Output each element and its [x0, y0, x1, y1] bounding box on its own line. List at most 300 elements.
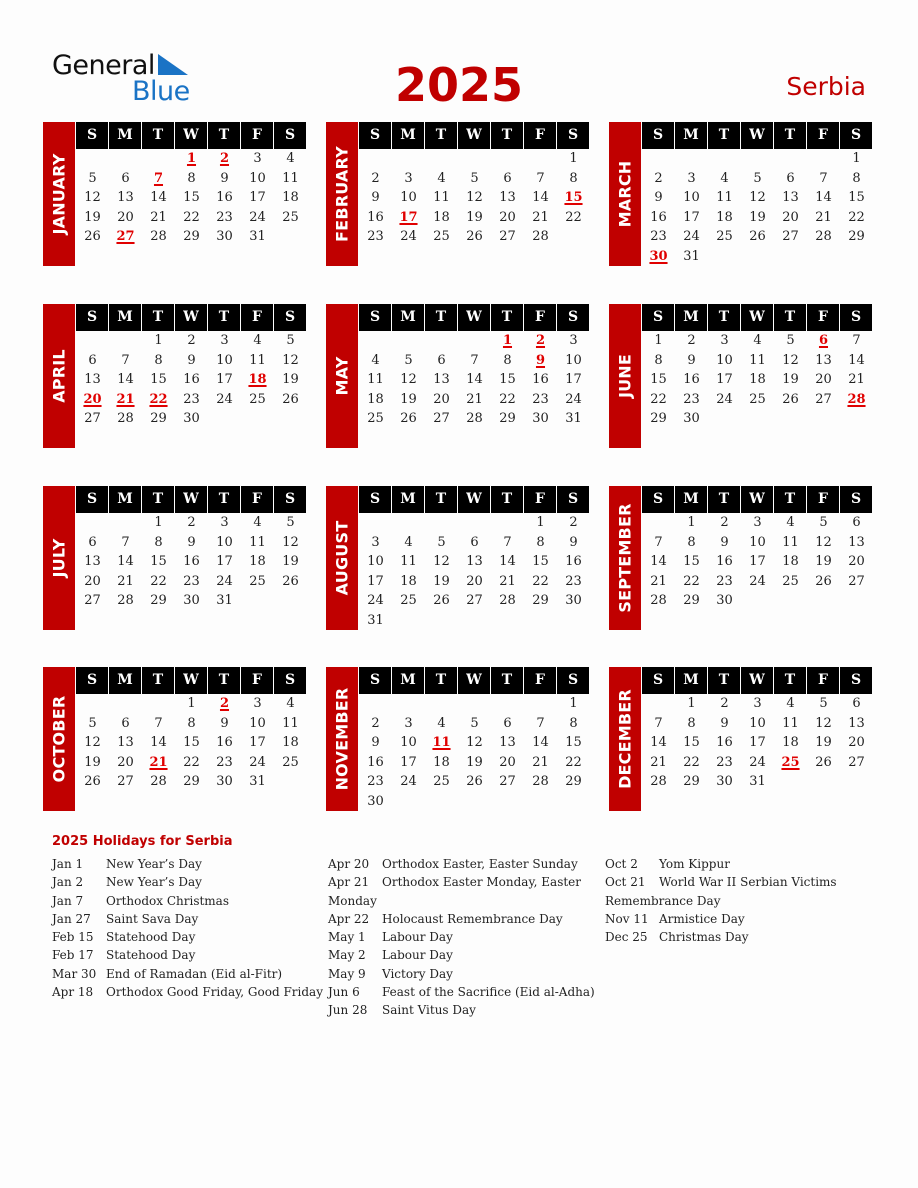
month-name: NOVEMBER [332, 687, 352, 791]
weekday-header-row [76, 304, 308, 331]
day-cell: 27 [84, 411, 101, 426]
day-cell: 7 [654, 534, 663, 550]
day-cell: 9 [687, 352, 696, 368]
weekday-header: T [491, 122, 523, 149]
day-cell: 22 [150, 573, 167, 589]
day-cell: 8 [852, 170, 861, 186]
day-cell: 13 [117, 735, 134, 750]
day-cell: 9 [720, 715, 729, 731]
holiday-date: Oct 2 [605, 857, 638, 871]
holiday-date: Jun 6 [328, 985, 360, 1000]
weekday-header-row [642, 304, 874, 331]
month-september [609, 486, 879, 630]
day-cell: 20 [815, 372, 832, 387]
day-cell: 6 [88, 534, 97, 550]
day-cell: 10 [249, 715, 266, 731]
weekday-header: T [142, 304, 174, 331]
day-cell: 15 [499, 372, 516, 387]
day-cell: 24 [565, 391, 582, 407]
weekday-header: F [241, 486, 273, 513]
day-cell: 23 [367, 774, 384, 789]
day-cell: 23 [565, 573, 582, 589]
day-cell: 13 [848, 715, 865, 731]
day-cell: 1 [569, 696, 578, 711]
day-cell: 25 [249, 391, 266, 407]
day-cell: 24 [400, 774, 417, 789]
day-cell: 13 [466, 554, 483, 569]
month-grid [642, 122, 874, 266]
holiday-day-cell: 28 [847, 391, 866, 407]
holiday-date: Jan 27 [52, 911, 91, 926]
weekday-header: S [359, 486, 391, 513]
holiday-row [328, 910, 608, 928]
day-cell: 22 [183, 754, 200, 770]
holiday-date: Jan 1 [52, 857, 84, 871]
day-cell: 29 [183, 229, 200, 244]
empty-day-cell [109, 513, 142, 533]
day-cell: 18 [433, 209, 450, 225]
day-cell: 19 [282, 372, 299, 387]
day-cell: 30 [565, 593, 582, 608]
holiday-row [605, 910, 885, 928]
day-cell: 9 [187, 534, 196, 550]
day-cell: 12 [815, 715, 832, 731]
day-cell: 28 [117, 593, 134, 608]
holiday-day-cell: 17 [399, 209, 418, 225]
month-grid [76, 667, 308, 792]
day-cell: 19 [815, 735, 832, 750]
day-cell: 8 [569, 170, 578, 186]
holiday-day-cell: 6 [818, 333, 829, 348]
empty-day-cell [109, 331, 142, 351]
day-cell: 1 [687, 515, 696, 530]
day-cell: 25 [716, 229, 733, 244]
holiday-day-cell: 1 [186, 151, 197, 166]
holiday-row [52, 892, 332, 910]
holiday-date: Dec 25 [605, 930, 648, 945]
day-cell: 22 [650, 391, 667, 407]
day-cell: 18 [716, 209, 733, 225]
day-cell: 3 [404, 715, 413, 731]
day-cell: 13 [815, 352, 832, 368]
month-december [609, 667, 879, 811]
day-cell: 25 [749, 391, 766, 407]
holiday-name-continued: Remembrance Day [605, 893, 721, 908]
day-cell: 4 [786, 696, 795, 711]
day-cell: 17 [749, 554, 766, 569]
holiday-name: Orthodox Easter, Easter Sunday [382, 857, 578, 871]
day-cell: 8 [536, 534, 545, 550]
holiday-date: Apr 18 [52, 985, 94, 1000]
day-cell: 29 [565, 774, 582, 789]
day-cell: 10 [749, 534, 766, 550]
logo-text-general: General [52, 50, 155, 81]
day-cell: 27 [848, 754, 865, 770]
day-cell: 12 [815, 534, 832, 550]
day-cell: 14 [532, 735, 549, 750]
empty-day-cell [109, 694, 142, 714]
day-cell: 11 [400, 554, 417, 569]
holiday-name: Orthodox Christmas [106, 893, 229, 908]
holiday-row [328, 946, 608, 964]
weekday-header: T [774, 667, 806, 694]
days-grid [642, 149, 874, 266]
weekday-header: T [491, 304, 523, 331]
empty-day-cell [708, 149, 741, 169]
weekday-header: M [392, 122, 424, 149]
day-cell: 1 [154, 333, 163, 348]
month-grid [76, 486, 308, 611]
day-cell: 10 [400, 735, 417, 750]
weekday-header: S [840, 486, 872, 513]
day-cell: 27 [499, 229, 516, 244]
day-cell: 28 [532, 774, 549, 789]
day-cell: 4 [404, 534, 413, 550]
day-cell: 21 [532, 754, 549, 770]
holiday-name: Labour Day [382, 930, 453, 945]
day-cell: 16 [716, 554, 733, 569]
day-cell: 30 [532, 411, 549, 426]
day-cell: 2 [187, 515, 196, 530]
day-cell: 7 [654, 715, 663, 731]
day-cell: 18 [782, 735, 799, 750]
day-cell: 14 [117, 554, 134, 569]
day-cell: 16 [367, 209, 384, 225]
holiday-date: Apr 21 [328, 875, 370, 890]
day-cell: 2 [569, 515, 578, 530]
empty-day-cell [425, 694, 458, 714]
day-cell: 22 [848, 209, 865, 225]
holiday-name: Labour Day [382, 948, 453, 963]
day-cell: 23 [183, 391, 200, 407]
day-cell: 11 [282, 170, 299, 186]
empty-day-cell [774, 149, 807, 169]
holiday-name: Orthodox Good Friday, Good Friday [106, 985, 323, 1000]
day-cell: 26 [84, 774, 101, 789]
day-cell: 18 [400, 573, 417, 589]
day-cell: 16 [216, 190, 233, 205]
day-cell: 5 [753, 170, 762, 186]
day-cell: 3 [253, 696, 262, 711]
weekday-header: S [840, 667, 872, 694]
weekday-header: T [708, 667, 740, 694]
empty-day-cell [142, 694, 175, 714]
day-cell: 4 [786, 515, 795, 530]
day-cell: 31 [367, 612, 384, 628]
month-october [43, 667, 313, 811]
day-cell: 7 [121, 352, 130, 368]
month-name: SEPTEMBER [615, 503, 635, 613]
empty-day-cell [491, 149, 524, 169]
weekday-header: F [241, 304, 273, 331]
holiday-day-cell: 11 [432, 735, 451, 750]
empty-day-cell [458, 513, 491, 533]
holiday-name: New Year’s Day [106, 857, 202, 871]
day-cell: 14 [650, 554, 667, 569]
day-cell: 6 [88, 352, 97, 368]
day-cell: 7 [536, 170, 545, 186]
day-cell: 4 [720, 170, 729, 186]
day-cell: 10 [400, 190, 417, 205]
day-cell: 26 [433, 593, 450, 608]
day-cell: 29 [683, 774, 700, 789]
day-cell: 22 [565, 209, 582, 225]
days-grid [76, 331, 308, 429]
month-label-bar [326, 122, 358, 266]
day-cell: 24 [749, 573, 766, 589]
day-cell: 10 [565, 352, 582, 368]
day-cell: 11 [249, 534, 266, 550]
days-grid [359, 694, 591, 811]
day-cell: 15 [565, 735, 582, 750]
day-cell: 21 [466, 391, 483, 407]
weekday-header: S [76, 122, 108, 149]
day-cell: 20 [782, 209, 799, 225]
day-cell: 17 [216, 372, 233, 387]
weekday-header: S [642, 304, 674, 331]
weekday-header: W [741, 122, 773, 149]
holidays-title: 2025 Holidays for Serbia [52, 834, 233, 849]
empty-day-cell [76, 149, 109, 169]
holiday-date: Nov 11 [605, 911, 649, 926]
day-cell: 28 [532, 229, 549, 244]
weekday-header: W [741, 667, 773, 694]
weekday-header: S [557, 304, 589, 331]
day-cell: 29 [499, 411, 516, 426]
month-grid [359, 486, 591, 630]
empty-day-cell [675, 149, 708, 169]
weekday-header: T [208, 122, 240, 149]
weekday-header: W [175, 122, 207, 149]
day-cell: 12 [84, 735, 101, 750]
weekday-header: M [109, 304, 141, 331]
day-cell: 29 [150, 593, 167, 608]
day-cell: 4 [437, 170, 446, 186]
day-cell: 4 [253, 333, 262, 348]
month-label-bar [609, 486, 641, 630]
day-cell: 16 [216, 735, 233, 750]
holiday-column [52, 855, 332, 1001]
day-cell: 10 [367, 554, 384, 569]
day-cell: 24 [400, 229, 417, 244]
day-cell: 6 [121, 715, 130, 731]
day-cell: 24 [716, 391, 733, 407]
day-cell: 31 [249, 774, 266, 789]
day-cell: 30 [216, 774, 233, 789]
days-grid [642, 513, 874, 611]
month-name: MAY [332, 356, 352, 396]
holiday-name: Saint Vitus Day [382, 1003, 476, 1018]
weekday-header: W [175, 667, 207, 694]
empty-day-cell [359, 694, 392, 714]
day-cell: 5 [88, 170, 97, 186]
holiday-column [605, 855, 885, 946]
month-grid [76, 122, 308, 247]
day-cell: 18 [282, 735, 299, 750]
empty-day-cell [491, 694, 524, 714]
day-cell: 2 [187, 333, 196, 348]
weekday-header: M [675, 667, 707, 694]
holiday-name: Statehood Day [106, 948, 196, 963]
day-cell: 19 [749, 209, 766, 225]
day-cell: 19 [282, 554, 299, 569]
empty-day-cell [807, 149, 840, 169]
holiday-date: Mar 30 [52, 966, 97, 981]
day-cell: 20 [499, 209, 516, 225]
weekday-header: T [708, 304, 740, 331]
day-cell: 1 [187, 696, 196, 711]
days-grid [76, 513, 308, 611]
day-cell: 27 [848, 573, 865, 589]
day-cell: 4 [371, 352, 380, 368]
day-cell: 25 [367, 411, 384, 426]
month-name: JULY [49, 538, 69, 578]
day-cell: 26 [282, 573, 299, 589]
month-june [609, 304, 879, 448]
empty-day-cell [76, 694, 109, 714]
weekday-header: T [142, 122, 174, 149]
day-cell: 28 [650, 593, 667, 608]
empty-day-cell [741, 149, 774, 169]
weekday-header: S [642, 667, 674, 694]
holiday-day-cell: 9 [535, 352, 546, 368]
empty-day-cell [109, 149, 142, 169]
month-name: AUGUST [332, 520, 352, 596]
day-cell: 2 [654, 170, 663, 186]
day-cell: 26 [84, 229, 101, 244]
days-grid [359, 331, 591, 429]
day-cell: 11 [749, 352, 766, 368]
holiday-date: May 2 [328, 948, 366, 963]
day-cell: 7 [121, 534, 130, 550]
day-cell: 8 [154, 534, 163, 550]
weekday-header-row [642, 122, 874, 149]
day-cell: 15 [150, 372, 167, 387]
holiday-date: Jun 28 [328, 1003, 368, 1018]
day-cell: 7 [154, 715, 163, 731]
day-cell: 15 [683, 735, 700, 750]
days-grid [76, 694, 308, 792]
holiday-name: End of Ramadan (Eid al-Fitr) [106, 966, 283, 981]
empty-day-cell [458, 149, 491, 169]
days-grid [76, 149, 308, 247]
weekday-header: F [807, 122, 839, 149]
day-cell: 23 [532, 391, 549, 407]
day-cell: 24 [749, 754, 766, 770]
holiday-day-cell: 27 [116, 229, 135, 244]
day-cell: 28 [150, 774, 167, 789]
day-cell: 5 [88, 715, 97, 731]
day-cell: 1 [654, 333, 663, 348]
day-cell: 2 [720, 696, 729, 711]
day-cell: 30 [183, 593, 200, 608]
day-cell: 4 [286, 696, 295, 711]
day-cell: 6 [470, 534, 479, 550]
holiday-date: May 9 [328, 966, 366, 981]
day-cell: 5 [286, 515, 295, 530]
day-cell: 15 [683, 554, 700, 569]
day-cell: 16 [650, 209, 667, 225]
day-cell: 25 [249, 573, 266, 589]
day-cell: 24 [249, 209, 266, 225]
day-cell: 16 [367, 754, 384, 770]
weekday-header: S [76, 667, 108, 694]
weekday-header: T [774, 486, 806, 513]
weekday-header: M [675, 486, 707, 513]
empty-day-cell [425, 149, 458, 169]
day-cell: 24 [216, 391, 233, 407]
holiday-name: Victory Day [382, 966, 453, 981]
day-cell: 12 [282, 352, 299, 368]
holiday-date: Feb 17 [52, 948, 94, 963]
day-cell: 31 [249, 229, 266, 244]
day-cell: 29 [848, 229, 865, 244]
weekday-header: M [392, 667, 424, 694]
day-cell: 29 [183, 774, 200, 789]
weekday-header-row [359, 667, 591, 694]
weekday-header: S [642, 486, 674, 513]
weekday-header: S [359, 304, 391, 331]
empty-day-cell [425, 513, 458, 533]
day-cell: 14 [532, 190, 549, 205]
day-cell: 3 [687, 170, 696, 186]
day-cell: 25 [282, 754, 299, 770]
empty-day-cell [458, 331, 491, 351]
month-name: FEBRUARY [332, 146, 352, 242]
month-grid [642, 486, 874, 611]
weekday-header: M [109, 122, 141, 149]
holiday-day-cell: 2 [219, 151, 230, 166]
weekday-header-row [359, 122, 591, 149]
month-august [326, 486, 596, 630]
day-cell: 14 [815, 190, 832, 205]
month-grid [359, 667, 591, 811]
weekday-header-row [76, 667, 308, 694]
day-cell: 10 [249, 170, 266, 186]
day-cell: 27 [499, 774, 516, 789]
weekday-header: S [274, 486, 306, 513]
day-cell: 8 [654, 352, 663, 368]
day-cell: 10 [216, 534, 233, 550]
weekday-header: S [557, 486, 589, 513]
weekday-header: S [557, 122, 589, 149]
day-cell: 14 [150, 190, 167, 205]
day-cell: 28 [150, 229, 167, 244]
weekday-header: F [807, 486, 839, 513]
day-cell: 26 [282, 391, 299, 407]
month-label-bar [43, 122, 75, 266]
holiday-name: Yom Kippur [659, 857, 730, 871]
weekday-header: T [208, 667, 240, 694]
day-cell: 22 [499, 391, 516, 407]
day-cell: 25 [433, 229, 450, 244]
day-cell: 24 [249, 754, 266, 770]
day-cell: 4 [753, 333, 762, 348]
weekday-header: T [208, 486, 240, 513]
day-cell: 17 [565, 372, 582, 387]
day-cell: 13 [848, 534, 865, 550]
weekday-header: W [458, 122, 490, 149]
day-cell: 23 [683, 391, 700, 407]
holiday-row [328, 983, 608, 1001]
day-cell: 10 [716, 352, 733, 368]
weekday-header: W [458, 667, 490, 694]
day-cell: 1 [852, 151, 861, 166]
day-cell: 6 [437, 352, 446, 368]
day-cell: 11 [367, 372, 384, 387]
day-cell: 8 [154, 352, 163, 368]
day-cell: 18 [367, 391, 384, 407]
